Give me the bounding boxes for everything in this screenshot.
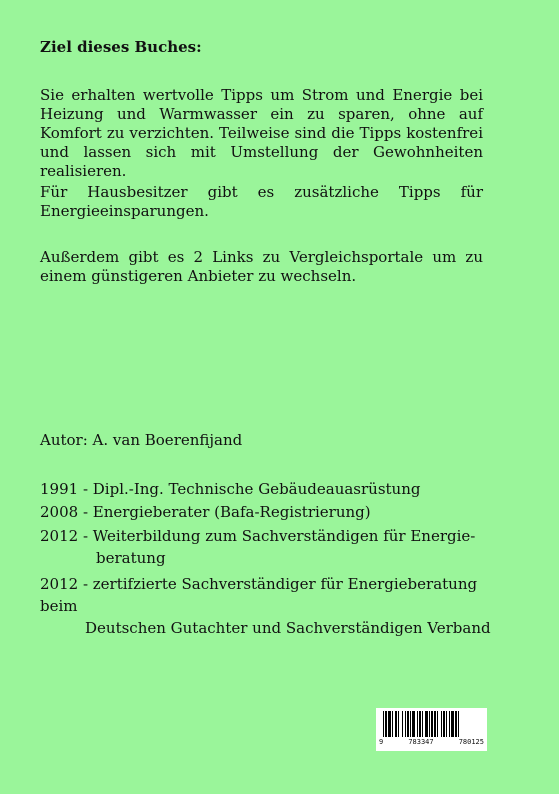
- cv-entry-text: 2012 - zertifzierte Sachverständiger für Energieberatung beim: [40, 575, 478, 615]
- cv-entry-1991: [40, 478, 510, 500]
- cv-entry-continuation: beratung: [96, 549, 166, 567]
- paragraph-links: Außerdem gibt es 2 Links zu Vergleichsportale um zu einem günstigeren Anbieter zu wechseln.: [40, 248, 483, 285]
- cv-entry-continuation: Deutschen Gutachter und Sachverständigen Verband: [85, 619, 491, 637]
- author-line: Autor: A. van Boerenfijand: [40, 431, 243, 449]
- barcode-digit-group-1: 783347: [408, 738, 434, 746]
- cv-entry-2008: [40, 501, 510, 523]
- cv-entry-text: 2012 - Weiterbildung zum Sachverständigen für Energie-: [40, 527, 476, 545]
- paragraph-goal: Sie erhalten wertvolle Tipps um Strom und Energie bei Heizung und Warmwasser ein zu sparen, ohne auf Komfort zu verzichten. Teilweise sind die Tipps kostenfrei und lassen sich mit Umstellung der Gewohnheiten realisieren.: [40, 86, 483, 180]
- cv-entry-2012-training: [40, 525, 510, 569]
- barcode-digit-prefix: 9: [379, 738, 384, 746]
- barcode-digits: [379, 738, 484, 746]
- cv-entry-2012-certified: [40, 573, 510, 639]
- barcode-bars-icon: [381, 711, 482, 737]
- paragraph-homeowners: Für Hausbesitzer gibt es zusätzliche Tipps für Energieeinsparungen.: [40, 183, 483, 220]
- cv-entry-text: 1991 - Dipl.-Ing. Technische Gebäudeauasrüstung: [40, 480, 421, 498]
- section-heading: Ziel dieses Buches:: [40, 38, 202, 56]
- cv-entry-text: 2008 - Energieberater (Bafa-Registrierung): [40, 503, 371, 521]
- barcode-digit-group-2: 780125: [458, 738, 484, 746]
- isbn-barcode: [376, 708, 487, 751]
